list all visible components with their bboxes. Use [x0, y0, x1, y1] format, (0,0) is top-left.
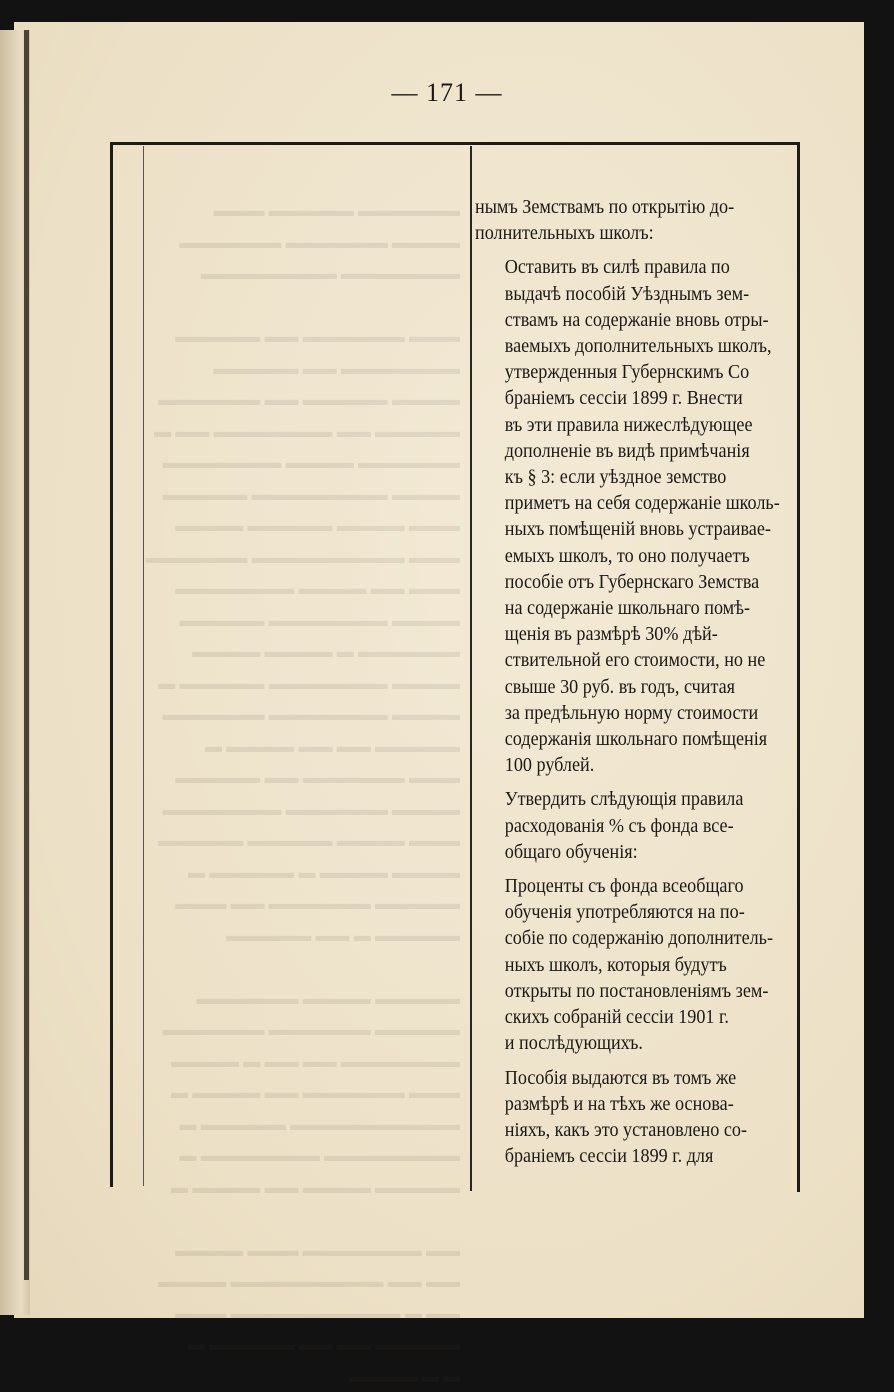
text-line: къ § 3: если уѣздное земство — [504, 467, 727, 489]
text-line: расходованія % съ фонда все- — [504, 815, 734, 837]
text-line: ствамъ на содержаніе вновь отры- — [504, 309, 769, 331]
text-line: собіе по содержанію дополнитель- — [504, 928, 774, 950]
text-line: Проценты съ фонда всеобщаго — [504, 876, 744, 898]
frame-left-rule — [110, 142, 113, 1187]
text-line: приметъ на себя содержаніе школь- — [504, 493, 780, 515]
text-line: размѣрѣ и на тѣхъ же основа- — [504, 1093, 734, 1115]
paragraph-2 — [475, 255, 793, 779]
frame-inner-left-rule — [143, 146, 144, 1186]
text-column — [475, 195, 793, 1178]
frame-column-divider — [470, 146, 472, 1191]
text-line: на содержаніе школьнаго помѣ- — [504, 598, 751, 620]
text-line: щенія въ размѣрѣ 30% дѣй- — [504, 624, 718, 646]
paragraph-5 — [475, 1066, 793, 1171]
text-line: утвержденныя Губернскимъ Со — [504, 362, 750, 384]
text-line: Пособія выдаются въ томъ же — [504, 1067, 737, 1089]
text-line: общаго обученія: — [504, 841, 638, 863]
text-line: ствительной его стоимости, но не — [504, 650, 766, 672]
text-line: за предѣльную норму стоимости — [504, 702, 759, 724]
page-number: — 171 — — [391, 78, 503, 107]
text-line: Оставить въ силѣ правила по — [504, 257, 730, 279]
text-line: нымъ Земствамъ по открытію до- — [475, 197, 735, 218]
text-line: содержанія школьнаго помѣщенія — [504, 729, 768, 751]
bleed-through-text: ▬▬▬▬▬▬ ▬▬▬▬▬ ▬▬▬ ▬▬▬▬ ▬▬▬▬▬▬ ▬▬▬▬▬▬ ▬▬▬▬▬▬▬ ▬▬▬▬▬▬▬▬ ▬▬▬ ▬▬▬▬▬▬ ▬▬ ▬▬▬▬▬ ▬▬▬▬▬▬▬ ▬▬ ▬▬▬▬▬ ▬▬▬▬ ▬▬▬▬▬ ▬▬ ▬▬▬▬▬▬ ▬▬▬▬▬ ▬▬ ▬▬▬▬▬▬▬ ▬▬ ▬ ▬▬▬▬▬▬ ▬▬▬▬ ▬▬▬▬▬▬▬ ▬▬▬▬ ▬▬▬▬▬▬▬▬ ▬▬▬▬▬ ▬▬▬ ▬▬▬▬ ▬▬▬▬▬ ▬▬▬▬ ▬▬▬ ▬▬▬▬▬▬▬▬▬ ▬▬▬▬▬▬ ▬▬▬ ▬▬ ▬▬▬▬ ▬▬▬▬▬▬▬ ▬▬▬▬ ▬▬▬▬▬▬▬ ▬▬▬▬▬ ▬▬▬▬▬▬ ▬ ▬▬▬▬ ▬▬▬▬ ▬▬▬▬ ▬▬▬▬▬▬▬ ▬▬▬▬▬ ▬ ▬▬▬▬ ▬▬▬▬▬▬▬ ▬▬▬▬▬▬ ▬▬▬▬▬ ▬▬ ▬▬ ▬▬▬▬ ▬ ▬▬▬ ▬▬▬▬▬▬ ▬▬ ▬▬▬▬▬ ▬▬▬▬ ▬▬▬▬▬▬ ▬▬▬▬▬▬▬ ▬▬▬ ▬▬▬▬ ▬▬▬▬▬ ▬▬▬▬▬ ▬▬▬▬ ▬▬▬▬ ▬ ▬▬▬▬▬ ▬ ▬▬▬▬▬ ▬▬▬▬▬▬ ▬▬ ▬▬▬ ▬▬▬▬▬ ▬ ▬▬ ▬▬▬▬▬ ▬▬▬▬▬ ▬▬▬▬ ▬▬▬▬▬▬ ▬▬▬▬▬ ▬▬▬▬▬▬ ▬▬▬▬▬▬ ▬▬▬▬▬▬▬ ▬▬ ▬▬ ▬ ▬▬▬▬ ▬▬▬ ▬▬▬▬▬▬ ▬▬ ▬▬▬▬ ▬ ▬▬▬▬▬▬▬▬▬▬ ▬▬▬▬▬ ▬ ▬▬▬▬▬▬▬▬ ▬▬▬▬▬▬▬ ▬ ▬▬▬▬▬ ▬▬▬▬ ▬▬ ▬▬▬▬ ▬ ▬▬ ▬▬▬▬▬▬▬ ▬▬▬ ▬▬▬▬ ▬▬ ▬▬ ▬▬▬▬▬▬▬▬▬ ▬▬▬▬ ▬▬ ▬ ▬▬▬▬▬▬▬▬▬▬ ▬▬▬ ▬▬▬▬▬ ▬▬ ▬▬ ▬▬▬▬▬ ▬ ▬ ▬ ▬▬▬▬ — [145, 201, 460, 1386]
text-line: ныхъ помѣщеній вновь устраивае- — [504, 519, 771, 541]
text-line: пособіе отъ Губернскаго Земства — [504, 571, 760, 593]
paragraph-1 — [475, 195, 793, 247]
text-line: браніемъ сессіи 1899 г. для — [504, 1146, 714, 1168]
text-line: полнительныхъ школъ: — [475, 223, 654, 245]
text-line: ныхъ школъ, которыя будутъ — [504, 954, 727, 976]
paragraph-3 — [475, 787, 793, 866]
text-line: браніемъ сессіи 1899 г. Внести — [504, 388, 743, 410]
text-line: скихъ собраній сессіи 1901 г. — [504, 1007, 729, 1029]
text-line: 100 рублей. — [504, 755, 595, 777]
text-line: Утвердить слѣдующія правила — [504, 789, 744, 811]
frame-right-rule — [797, 142, 800, 1192]
text-line: и послѣдующихъ. — [504, 1033, 643, 1055]
frame-top-rule — [110, 142, 800, 145]
text-line: обученія употребляются на по- — [504, 902, 745, 924]
paragraph-4 — [475, 874, 793, 1057]
text-line: въ эти правила нижеслѣдующее — [504, 414, 753, 436]
text-line: свыше 30 руб. въ годъ, считая — [504, 676, 736, 698]
text-line: ваемыхъ дополнительныхъ школъ, — [504, 336, 772, 358]
text-line: дополненіе въ видѣ примѣчанія — [504, 440, 750, 462]
book-spine — [24, 30, 29, 1280]
text-line: выдачѣ пособій Уѣзднымъ зем- — [504, 283, 750, 305]
text-line: емыхъ школъ, то оно получаетъ — [504, 545, 750, 567]
text-line: ніяхъ, какъ это установлено со- — [504, 1119, 748, 1141]
text-line: открыты по постановленіямъ зем- — [504, 980, 769, 1002]
